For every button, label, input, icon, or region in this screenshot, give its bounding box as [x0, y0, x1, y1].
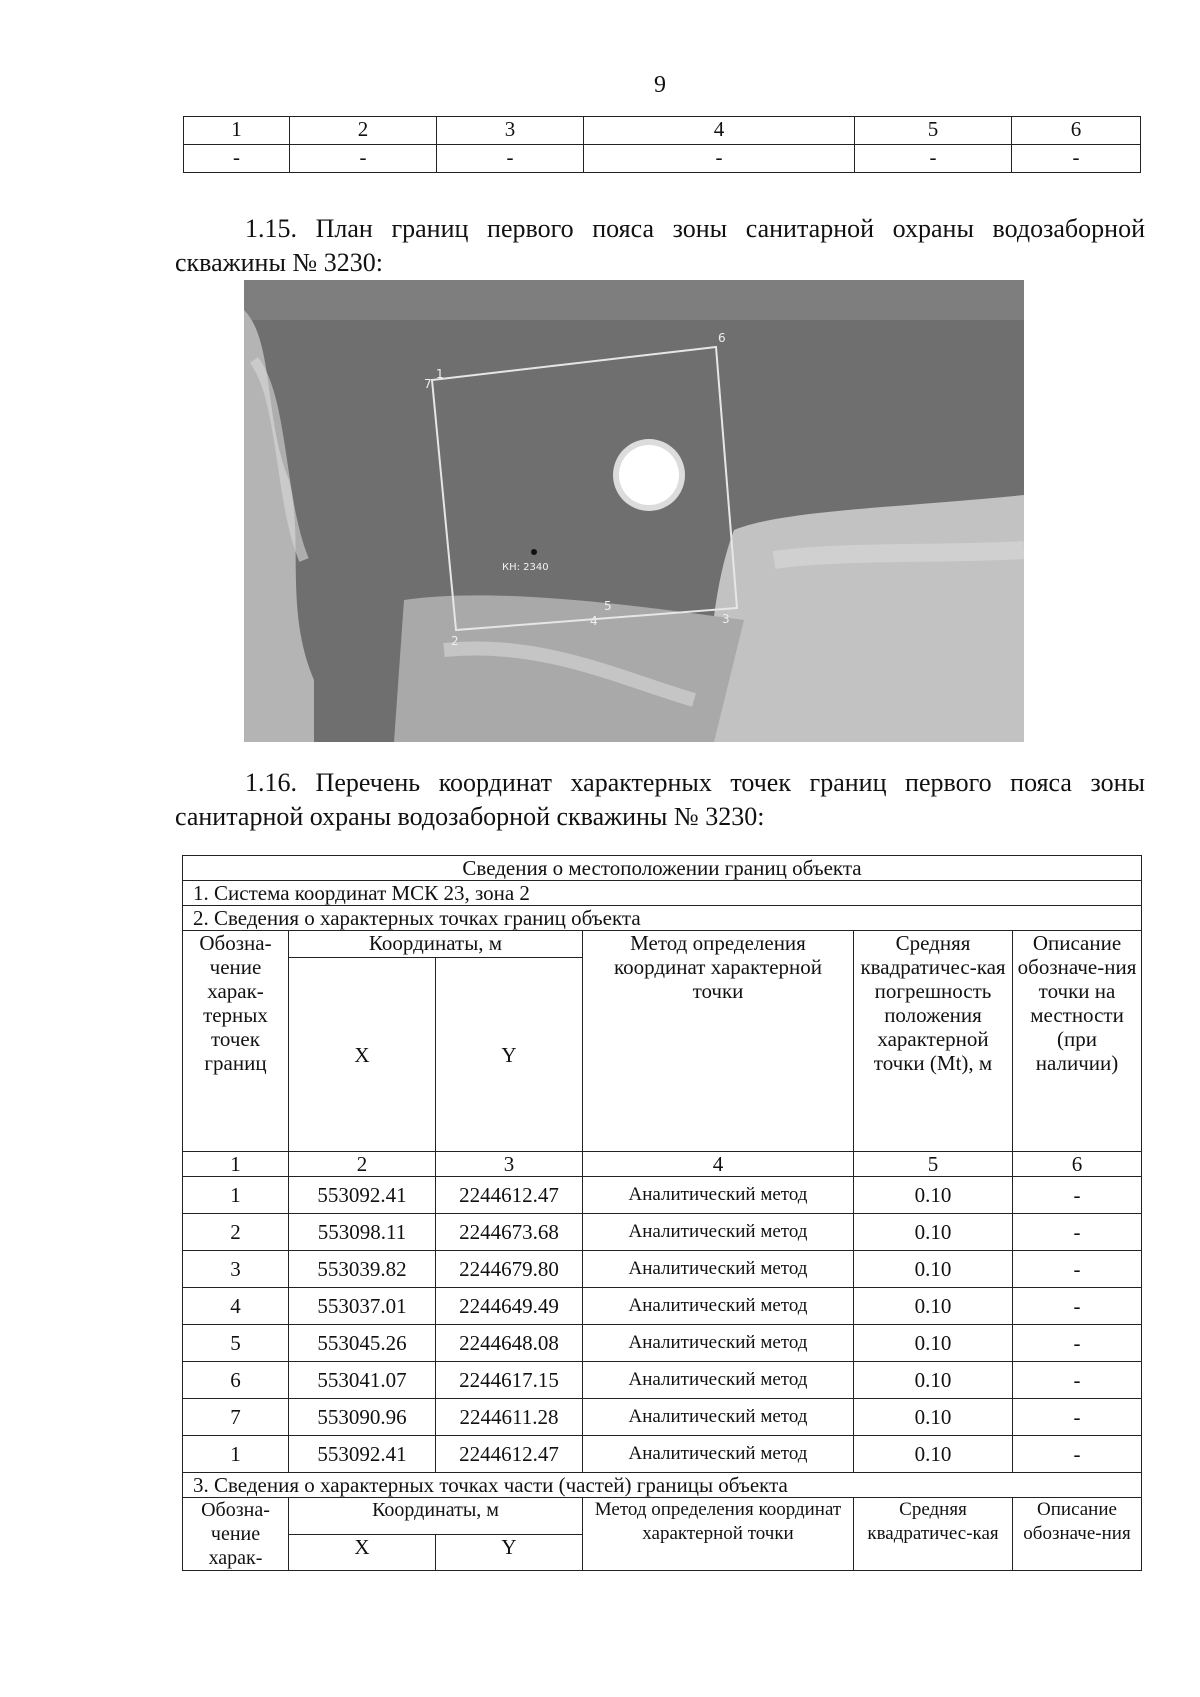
error: 0.10 — [854, 1399, 1013, 1436]
point-id: 1 — [183, 1177, 289, 1214]
boundary-plan-image — [244, 280, 1024, 742]
table-row — [183, 1436, 1142, 1473]
column-number: 5 — [854, 1152, 1013, 1177]
point-id: 3 — [183, 1251, 289, 1288]
column-number: 1 — [184, 117, 290, 145]
table-cell: - — [290, 145, 437, 173]
error: 0.10 — [854, 1214, 1013, 1251]
column-number: 1 — [183, 1152, 289, 1177]
column-number: 2 — [290, 117, 437, 145]
coord-y: 2244612.47 — [436, 1177, 583, 1214]
error: 0.10 — [854, 1325, 1013, 1362]
table-cell: - — [584, 145, 855, 173]
header-method: Метод определения координат характерной точки — [583, 1498, 854, 1571]
method: Аналитический метод — [583, 1214, 854, 1251]
table-row — [183, 1251, 1142, 1288]
header-coordinates: Координаты, м — [289, 1498, 583, 1535]
header-error: Средняя квадратичес-кая погрешность положения характерной точки (Mt), м — [854, 931, 1013, 1152]
point-id: 5 — [183, 1325, 289, 1362]
error: 0.10 — [854, 1436, 1013, 1473]
column-number: 6 — [1013, 1152, 1142, 1177]
method: Аналитический метод — [583, 1251, 854, 1288]
coord-y: 2244617.15 — [436, 1362, 583, 1399]
table-cell: - — [1012, 145, 1141, 173]
header-designation: Обозна-чение харак- — [183, 1498, 289, 1571]
header-y: Y — [436, 1534, 583, 1571]
plan-point-label: 6 — [718, 331, 726, 345]
coord-y: 2244673.68 — [436, 1214, 583, 1251]
table-row — [183, 1288, 1142, 1325]
table-cell: - — [184, 145, 290, 173]
plan-point-label: 1 — [436, 367, 444, 381]
coord-x: 553092.41 — [289, 1177, 436, 1214]
method: Аналитический метод — [583, 1177, 854, 1214]
coord-system-row — [183, 881, 1142, 906]
section-title-row — [183, 1473, 1142, 1498]
continuation-table — [183, 116, 1141, 173]
column-number: 4 — [583, 1152, 854, 1177]
error: 0.10 — [854, 1177, 1013, 1214]
description: - — [1013, 1214, 1142, 1251]
section-3-title: 3. Сведения о характерных точках части (частей) границы объекта — [183, 1473, 1142, 1498]
coordinates-table — [182, 855, 1142, 1571]
column-number: 6 — [1012, 117, 1141, 145]
coord-y: 2244679.80 — [436, 1251, 583, 1288]
coord-y: 2244611.28 — [436, 1399, 583, 1436]
method: Аналитический метод — [583, 1399, 854, 1436]
column-number: 2 — [289, 1152, 436, 1177]
table-row — [183, 1325, 1142, 1362]
column-number: 3 — [436, 1152, 583, 1177]
parcel-label: КН: 2340 — [502, 562, 549, 573]
header-y: Y — [436, 958, 583, 1152]
error: 0.10 — [854, 1251, 1013, 1288]
table-cell: - — [437, 145, 584, 173]
point-id: 1 — [183, 1436, 289, 1473]
table-title: Сведения о местоположении границ объекта — [183, 856, 1142, 881]
header-coordinates: Координаты, м — [289, 931, 583, 958]
coord-x: 553090.96 — [289, 1399, 436, 1436]
table-row — [183, 1214, 1142, 1251]
page-number: 9 — [654, 72, 666, 98]
method: Аналитический метод — [583, 1325, 854, 1362]
coord-x: 553041.07 — [289, 1362, 436, 1399]
header-designation: Обозна-чение харак-терных точек границ — [183, 931, 289, 1152]
column-number: 4 — [584, 117, 855, 145]
column-number: 5 — [855, 117, 1012, 145]
header-error: Средняя квадратичес-кая — [854, 1498, 1013, 1571]
header-description: Описание обозначе-ния — [1013, 1498, 1142, 1571]
section-1-15-heading: 1.15. План границ первого пояса зоны санитарной охраны водозаборной скважины № 3230: — [175, 214, 1145, 277]
table-header-row — [183, 1498, 1142, 1535]
description: - — [1013, 1288, 1142, 1325]
section-1-16-heading: 1.16. Перечень координат характерных точек границ первого пояса зоны санитарной охраны водозаборной скважины № 3230: — [175, 768, 1145, 831]
point-id: 2 — [183, 1214, 289, 1251]
method: Аналитический метод — [583, 1436, 854, 1473]
table-row — [184, 145, 1141, 173]
section-2-title: 2. Сведения о характерных точках границ объекта — [183, 906, 1142, 931]
point-id: 7 — [183, 1399, 289, 1436]
section-title-row — [183, 906, 1142, 931]
coord-y: 2244649.49 — [436, 1288, 583, 1325]
table-title-row — [183, 856, 1142, 881]
column-number-row — [183, 1152, 1142, 1177]
error: 0.10 — [854, 1362, 1013, 1399]
table-row — [183, 1399, 1142, 1436]
description: - — [1013, 1325, 1142, 1362]
description: - — [1013, 1436, 1142, 1473]
plan-point-label: 7 — [424, 377, 432, 391]
header-description: Описание обозначе-ния точки на местности (при наличии) — [1013, 931, 1142, 1152]
header-x: X — [289, 1534, 436, 1571]
coord-y: 2244648.08 — [436, 1325, 583, 1362]
method: Аналитический метод — [583, 1288, 854, 1325]
coord-x: 553098.11 — [289, 1214, 436, 1251]
coord-y: 2244612.47 — [436, 1436, 583, 1473]
coord-x: 553045.26 — [289, 1325, 436, 1362]
table-row — [183, 1362, 1142, 1399]
point-id: 6 — [183, 1362, 289, 1399]
table-header-row — [184, 117, 1141, 145]
description: - — [1013, 1362, 1142, 1399]
table-row — [183, 1177, 1142, 1214]
plan-point-label: 3 — [722, 612, 730, 626]
error: 0.10 — [854, 1288, 1013, 1325]
table-cell: - — [855, 145, 1012, 173]
coord-x: 553039.82 — [289, 1251, 436, 1288]
plan-point-label: 5 — [604, 599, 612, 613]
description: - — [1013, 1251, 1142, 1288]
description: - — [1013, 1177, 1142, 1214]
coord-x: 553092.41 — [289, 1436, 436, 1473]
point-id: 4 — [183, 1288, 289, 1325]
plan-point-label: 4 — [590, 614, 598, 628]
header-method: Метод определения координат характерной точки — [583, 931, 854, 1152]
column-number: 3 — [437, 117, 584, 145]
header-x: X — [289, 958, 436, 1152]
method: Аналитический метод — [583, 1362, 854, 1399]
plan-point-label: 2 — [451, 634, 459, 648]
coordinate-system: 1. Система координат МСК 23, зона 2 — [183, 881, 1142, 906]
description: - — [1013, 1399, 1142, 1436]
table-header-row — [183, 931, 1142, 958]
coord-x: 553037.01 — [289, 1288, 436, 1325]
